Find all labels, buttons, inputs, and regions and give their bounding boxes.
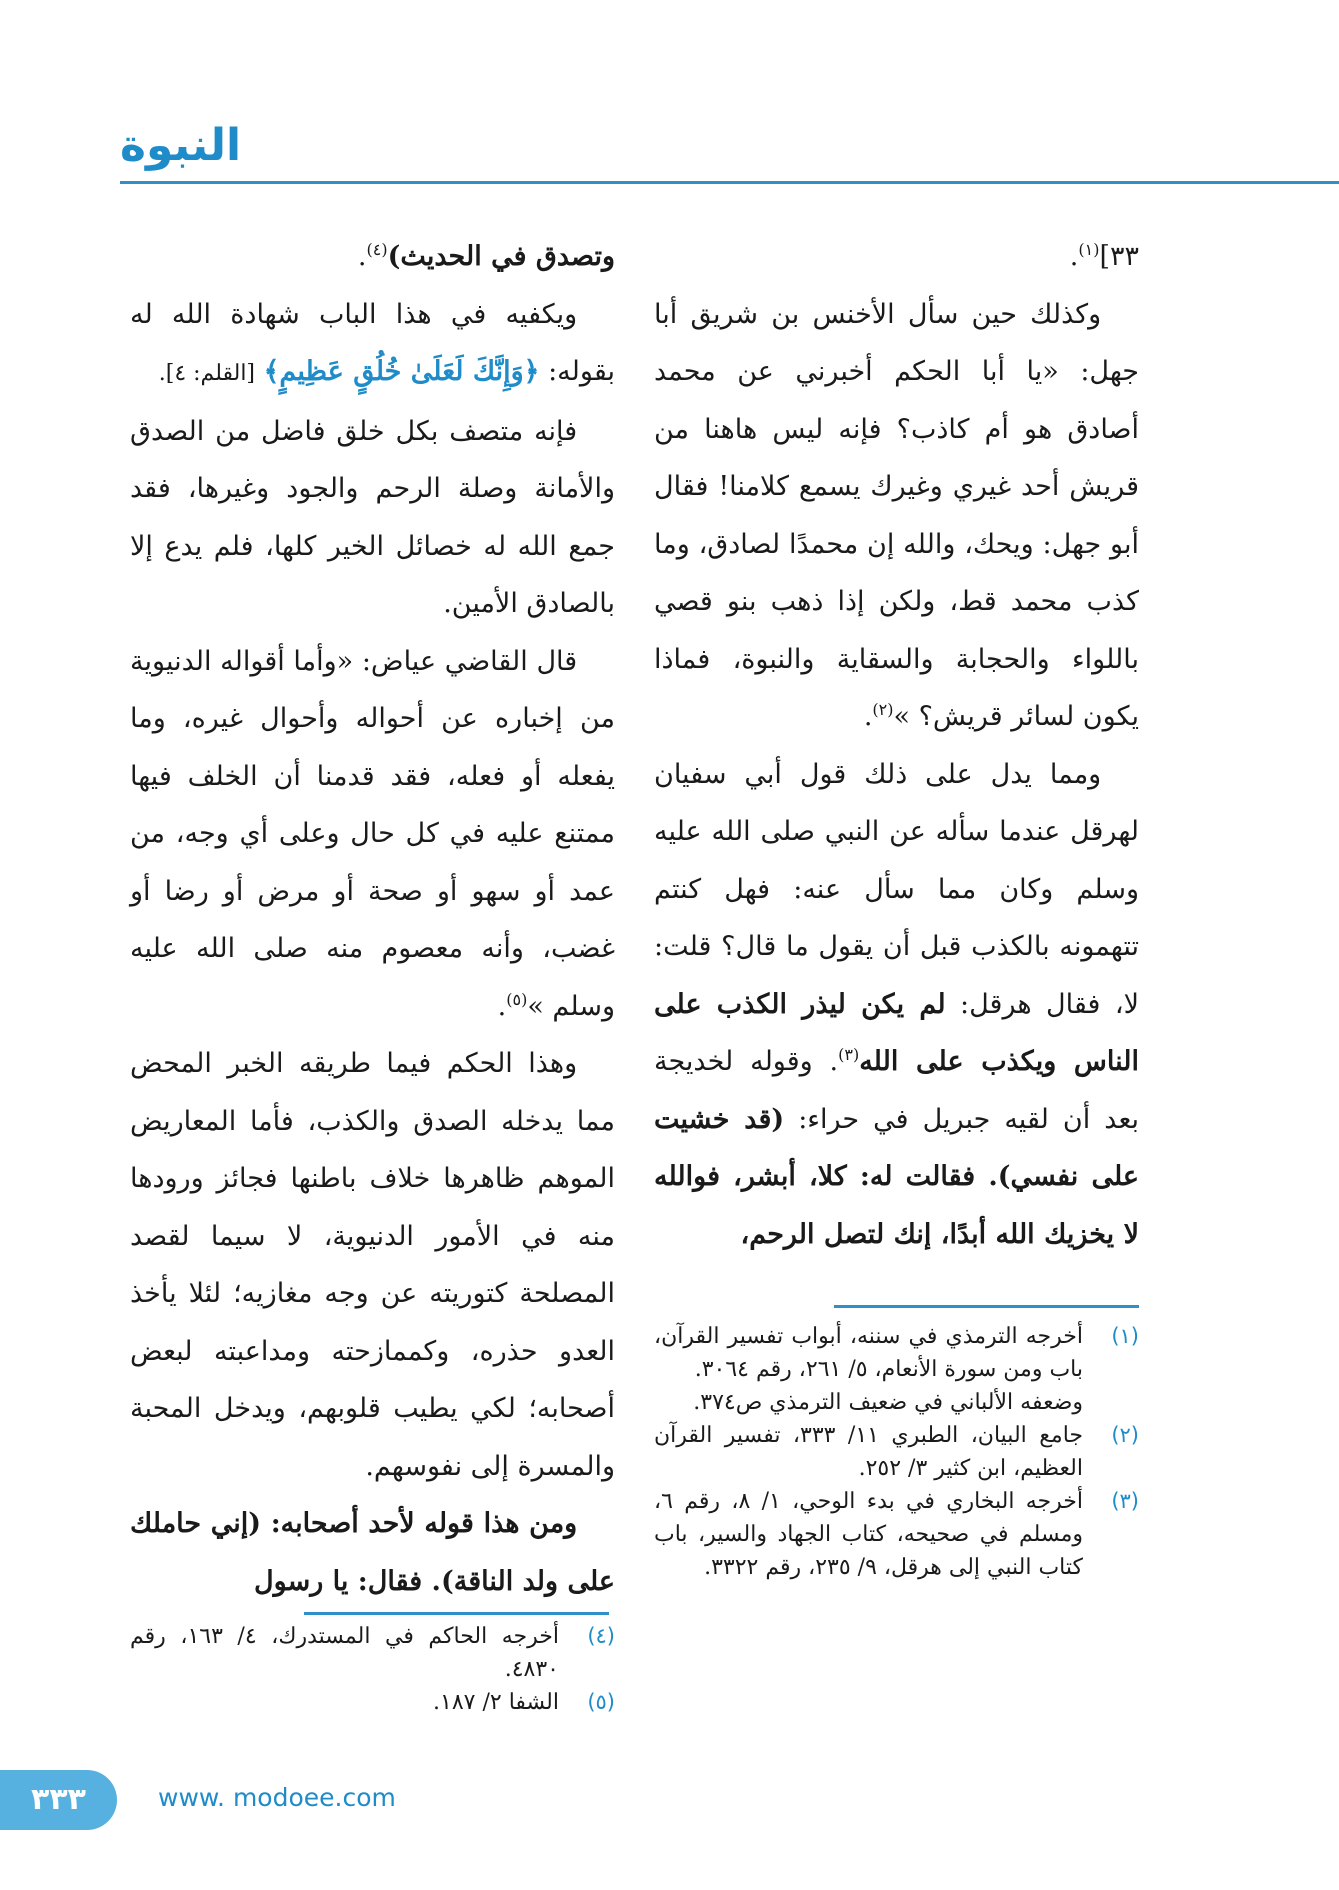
footnotes-left: [130, 1620, 615, 1719]
left-paragraph-5: وهذا الحكم فيما طريقه الخبر المحض مما يدخله الصدق والكذب، فأما المعاريض الموهم ظاهرها خلاف باطنها فجائز ورودها منه في الأمور الدنيوية، لا سيما لقصد المصلحة كتوريته عن وجه مغازيه؛ لئلا يأخذ العدو حذره، وكممازحته ومداعبته لبعض أصحابه؛ لكي يطيب قلوبهم، ويدخل المحبة والمسرة إلى نفوسهم.: [130, 1048, 615, 1482]
footnote-rule-left: [304, 1612, 609, 1615]
footnote-5: [130, 1686, 615, 1719]
footnote-number: (٥): [587, 1690, 615, 1714]
footnote-1-extra: وضعفه الألباني في ضعيف الترمذي ص٣٧٤.: [693, 1390, 1083, 1415]
right-paragraph-1: [654, 228, 1139, 286]
left-p4-text: قال القاضي عياض: «وأما أقواله الدنيوية من إخباره عن أحواله وأحوال غيره، وما يفعله أو فعله، فقد قدمنا أن الخلف فيها ممتنع عليه في كل حال وعلى أي وجه، من عمد أو سهو أو صحة أو مرض أو رضا أو غضب، وأنه معصوم منه صلى الله عليه وسلم »: [130, 645, 615, 1022]
right-p3-bold: لم يكن ليذر الكذب على الناس ويكذب على الله: [654, 988, 1139, 1077]
right-column: [654, 228, 1139, 1263]
right-p1-text: ٣٣]: [1099, 241, 1139, 272]
footnote-ref-5[interactable]: (٥): [506, 989, 528, 1009]
footnote-4-text: أخرجه الحاكم في المستدرك، ٤/ ١٦٣، رقم ٤٨٣٠.: [130, 1624, 559, 1682]
left-paragraph-2: [130, 286, 615, 403]
footnote-5-text: الشفا ٢/ ١٨٧.: [433, 1690, 559, 1715]
section-title: النبوة: [120, 120, 242, 171]
left-p1-end: .: [357, 241, 367, 272]
footnote-2: [654, 1419, 1139, 1485]
footnote-ref-2[interactable]: (٢): [872, 700, 894, 719]
left-p4-end: .: [497, 990, 507, 1022]
right-p1-end: .: [1069, 241, 1079, 272]
left-p2-text: ويكفيه في هذا الباب شهادة الله له بقوله:: [130, 298, 615, 387]
right-p2-end: .: [863, 701, 873, 732]
left-column: [130, 228, 615, 1610]
footnote-1: [654, 1320, 1139, 1419]
footnote-rule-right: [834, 1305, 1139, 1308]
footnote-number: (٣): [1111, 1489, 1139, 1513]
footnote-number: (١): [1111, 1324, 1139, 1348]
footnote-3: [654, 1485, 1139, 1584]
quran-verse: ﴿وَإِنَّكَ لَعَلَىٰ خُلُقٍ عَظِيمٍ﴾: [263, 356, 540, 387]
website-link[interactable]: www. modoee.com: [158, 1783, 396, 1812]
footnote-ref-4[interactable]: (٤): [366, 240, 388, 259]
footnote-ref-1[interactable]: (١): [1078, 240, 1100, 259]
header-rule: [120, 181, 1339, 184]
footnote-3-text: أخرجه البخاري في بدء الوحي، ١/ ٨، رقم ٦، ومسلم في صحيحه، كتاب الجهاد والسير، باب كتاب النبي إلى هرقل، ٩/ ٢٣٥، رقم ٣٣٢٢.: [654, 1489, 1083, 1580]
footnote-1-text: أخرجه الترمذي في سننه، أبواب تفسير القرآن، باب ومن سورة الأنعام، ٥/ ٢٦١، رقم ٣٠٦٤.: [654, 1324, 1083, 1382]
footnote-number: (٤): [587, 1624, 615, 1648]
footnote-ref-3[interactable]: (٣): [838, 1045, 860, 1064]
right-p3-text-a: ومما يدل على ذلك قول أبي سفيان لهرقل عندما سأله عن النبي صلى الله عليه وسلم وكان مما سأل عنه: فهل كنتم تتهمونه بالكذب قبل أن يقول ما قال؟ قلت: لا، فقال هرقل:: [654, 758, 1139, 1020]
footnote-text: [654, 1320, 1083, 1419]
footnote-4: [130, 1620, 615, 1686]
quran-reference: [القلم: ٤].: [158, 361, 256, 386]
footnote-number: (٢): [1111, 1423, 1139, 1447]
page-number-badge: ٣٣٣: [0, 1770, 117, 1830]
right-paragraph-2: [654, 286, 1139, 746]
right-p2-text: وكذلك حين سأل الأخنس بن شريق أبا جهل: «يا أبا الحكم أخبرني عن محمد أصادق هو أم كاذب؟ فإنه ليس هاهنا من قريش أحد غيري وغيرك يسمع كلامنا! فقال أبو جهل: ويحك، والله إن محمدًا لصادق، وما كذب محمد قط، ولكن إذا ذهب بنو قصي باللواء والحجابة والسقاية والنبوة، فماذا يكون لسائر قريش؟ »: [654, 298, 1139, 732]
right-paragraph-3: [654, 746, 1139, 1264]
left-paragraph-6: ومن هذا قوله لأحد أصحابه: (إني حاملك على ولد الناقة). فقال: يا رسول: [130, 1508, 615, 1597]
left-paragraph-4: [130, 633, 615, 1036]
right-p3-text-b: . وقوله لخديجة بعد أن لقيه جبريل في حراء:: [654, 1046, 1139, 1135]
left-p1-bold: وتصدق في الحديث): [387, 241, 615, 272]
right-p3-bold-2: (قد خشيت على نفسي). فقالت له: كلا، أبشر، فوالله لا يخزيك الله أبدًا، إنك لتصل الرحم،: [654, 1103, 1139, 1250]
left-paragraph-3: فإنه متصف بكل خلق فاضل من الصدق والأمانة وصلة الرحم والجود وغيرها، فقد جمع الله له خصائل الخير كلها، فلم يدع إلا بالصادق الأمين.: [130, 415, 615, 619]
footnotes-right: [654, 1320, 1139, 1584]
left-paragraph-1: [130, 228, 615, 286]
footnote-2-text: جامع البيان، الطبري ١١/ ٣٣٣، تفسير القرآن العظيم، ابن كثير ٣/ ٢٥٢.: [654, 1423, 1083, 1481]
